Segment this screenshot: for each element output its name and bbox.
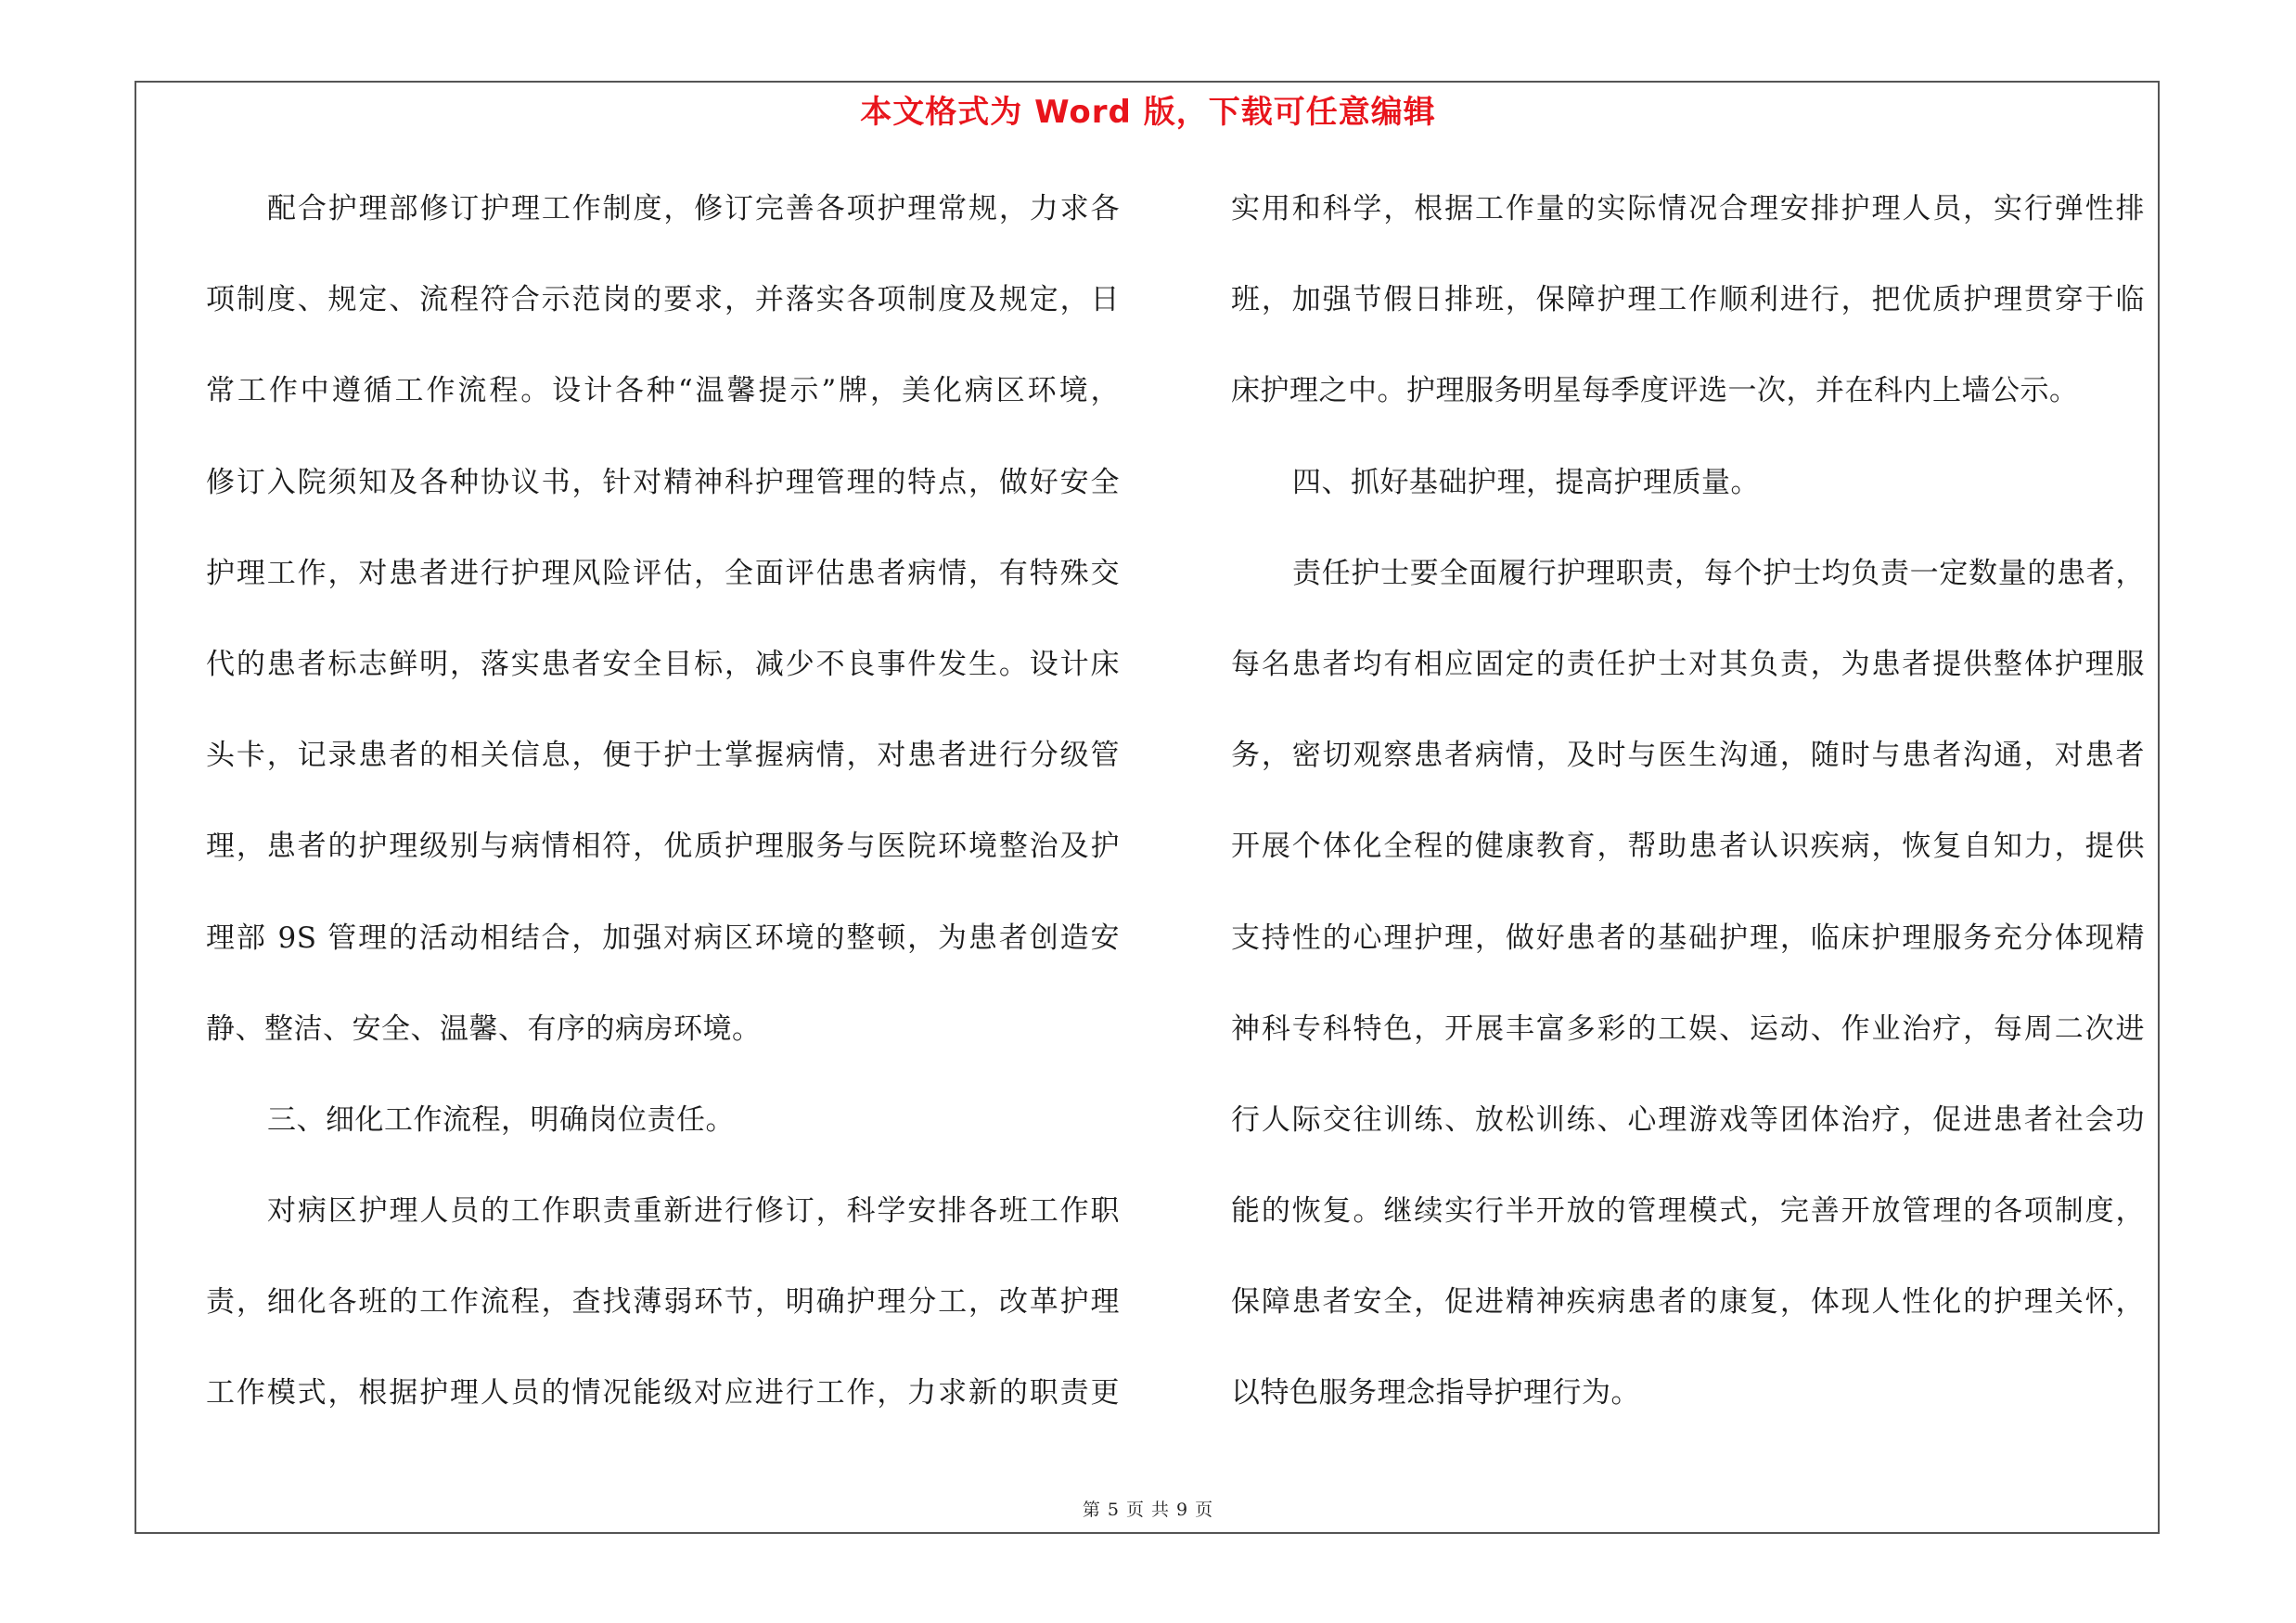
- text-line: 能的恢复。继续实行半开放的管理模式，完善开放管理的各项制度，: [1231, 1194, 2145, 1229]
- header-banner: 本文格式为 Word 版，下载可任意编辑: [860, 94, 1436, 131]
- text-line: 修订入院须知及各种协议书，针对精神科护理管理的特点，做好安全: [206, 465, 1120, 499]
- text-line: 对病区护理人员的工作职责重新进行修订，科学安排各班工作职: [267, 1194, 1120, 1229]
- text-line: 理，患者的护理级别与病情相符，优质护理服务与医院环境整治及护: [206, 830, 1120, 864]
- text-line: 行人际交往训练、放松训练、心理游戏等团体治疗，促进患者社会功: [1231, 1102, 2145, 1137]
- text-line: 每名患者均有相应固定的责任护士对其负责，为患者提供整体护理服: [1231, 647, 2145, 681]
- text-line: 支持性的心理护理，做好患者的基础护理，临床护理服务充分体现精: [1231, 921, 2145, 955]
- text-line: 工作模式，根据护理人员的情况能级对应进行工作，力求新的职责更: [206, 1376, 1120, 1410]
- text-line: 开展个体化全程的健康教育，帮助患者认识疾病，恢复自知力，提供: [1231, 830, 2145, 864]
- text-line: 头卡，记录患者的相关信息，便于护士掌握病情，对患者进行分级管: [206, 739, 1120, 773]
- text-line: 理部 9S 管理的活动相结合，加强对病区环境的整顿，为患者创造安: [206, 921, 1120, 955]
- page-number-footer: 第 5 页 共 9 页: [1082, 1500, 1214, 1520]
- text-line: 班，加强节假日排班，保障护理工作顺利进行，把优质护理贯穿于临: [1231, 283, 2145, 317]
- text-line: 以特色服务理念指导护理行为。: [1231, 1376, 1640, 1410]
- text-line: 三、细化工作流程，明确岗位责任。: [267, 1102, 735, 1137]
- text-line: 静、整洁、安全、温馨、有序的病房环境。: [206, 1011, 762, 1046]
- text-line: 四、抓好基础护理，提高护理质量。: [1292, 465, 1760, 499]
- text-line: 保障患者安全，促进精神疾病患者的康复，体现人性化的护理关怀，: [1231, 1285, 2145, 1320]
- right-text-column: [1231, 186, 2145, 1462]
- text-line: 务，密切观察患者病情，及时与医生沟通，随时与患者沟通，对患者: [1231, 739, 2145, 773]
- text-line: 配合护理部修订护理工作制度，修订完善各项护理常规，力求各: [267, 192, 1120, 225]
- text-line: 责，细化各班的工作流程，查找薄弱环节，明确护理分工，改革护理: [206, 1285, 1120, 1320]
- text-line: 常工作中遵循工作流程。设计各种“温馨提示”牌，美化病区环境，: [206, 374, 1120, 408]
- text-line: 神科专科特色，开展丰富多彩的工娱、运动、作业治疗，每周二次进: [1231, 1011, 2145, 1046]
- text-line: 责任护士要全面履行护理职责，每个护士均负责一定数量的患者，: [1292, 556, 2145, 590]
- text-line: 代的患者标志鲜明，落实患者安全目标，减少不良事件发生。设计床: [206, 647, 1120, 681]
- left-text-column: [206, 186, 1120, 1462]
- text-line: 床护理之中。护理服务明星每季度评选一次，并在科内上墙公示。: [1231, 374, 2079, 408]
- text-line: 项制度、规定、流程符合示范岗的要求，并落实各项制度及规定，日: [206, 283, 1120, 317]
- text-line: 护理工作，对患者进行护理风险评估，全面评估患者病情，有特殊交: [206, 556, 1120, 590]
- text-line: 实用和科学，根据工作量的实际情况合理安排护理人员，实行弹性排: [1231, 192, 2145, 225]
